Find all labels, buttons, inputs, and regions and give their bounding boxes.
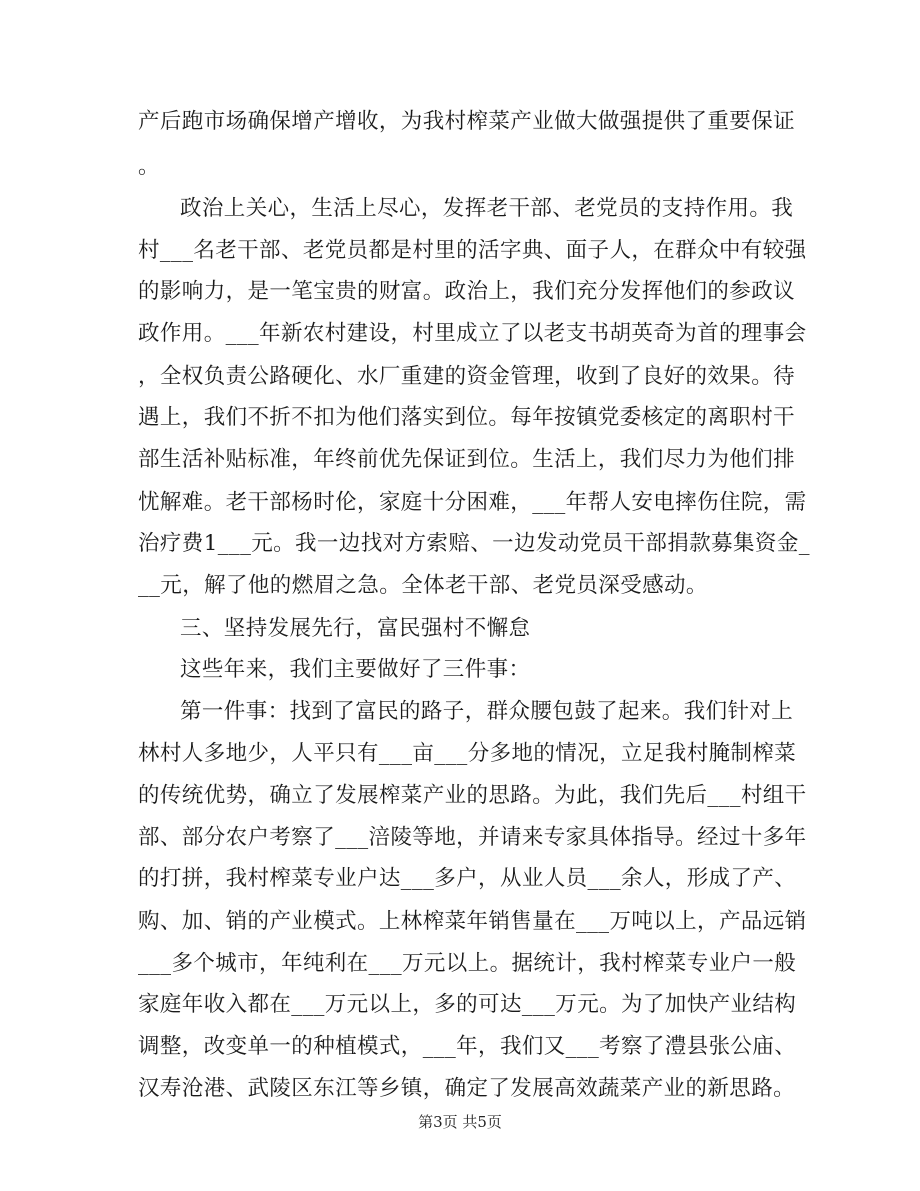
text-line: 第一件事：找到了富民的路子，群众腰包鼓了起来。我们针对上 [180, 699, 794, 724]
text-line: 。 [138, 154, 160, 179]
text-line: 家庭年收入都在___万元以上，多的可达___万元。为了加快产业结构 [138, 992, 797, 1017]
text-line: ，全权负责公路硬化、水厂重建的资金管理，收到了良好的效果。待 [138, 364, 796, 389]
text-line: 这些年来，我们主要做好了三件事： [180, 657, 531, 682]
text-line: 遇上，我们不折不扣为他们落实到位。每年按镇党委核定的离职村干 [138, 405, 796, 430]
text-line: 治疗费1___元。我一边找对方索赔、一边发动党员干部捐款募集资金_ [138, 531, 810, 556]
text-line: 村___名老干部、老党员都是村里的活字典、面子人，在群众中有较强 [138, 238, 807, 263]
text-line: 的打拼，我村榨菜专业户达___多户，从业人员___余人，形成了产、 [138, 866, 797, 891]
text-line: 调整，改变单一的种植模式，___年，我们又___考察了澧县张公庙、 [138, 1034, 797, 1059]
text-line: 汉寿沧港、武陵区东江等乡镇，确定了发展高效蔬菜产业的新思路。 [138, 1076, 796, 1101]
text-line: 的影响力，是一笔宝贵的财富。政治上，我们充分发挥他们的参政议 [138, 279, 796, 304]
text-line: 部生活补贴标准，年终前优先保证到位。生活上，我们尽力为他们排 [138, 447, 796, 472]
page-number: 第3页 共5页 [418, 1113, 502, 1131]
text-line: 政作用。___年新农村建设，村里成立了以老支书胡英奇为首的理事会 [138, 321, 807, 346]
section-heading: 三、坚持发展先行，富民强村不懈怠 [180, 616, 531, 641]
text-line: 产后跑市场确保增产增收，为我村榨菜产业做大做强提供了重要保证 [138, 109, 796, 134]
text-line: 的传统优势，确立了发展榨菜产业的思路。为此，我们先后___村组干 [138, 783, 807, 808]
text-line: __元，解了他的燃眉之急。全体老干部、老党员深受感动。 [138, 573, 708, 598]
text-line: ___多个城市，年纯利在___万元以上。据统计，我村榨菜专业户一般 [138, 951, 797, 976]
text-line: 部、部分农户考察了___涪陵等地，并请来专家具体指导。经过十多年 [138, 825, 807, 850]
text-line: 购、加、销的产业模式。上林榨菜年销售量在___万吨以上，产品远销 [138, 909, 807, 934]
text-line: 忧解难。老干部杨时伦，家庭十分困难，___年帮人安电摔伤住院，需 [138, 490, 807, 515]
text-line: 林村人多地少，人平只有___亩___分多地的情况，立足我村腌制榨菜 [138, 741, 797, 766]
text-line: 政治上关心，生活上尽心，发挥老干部、老党员的支持作用。我 [180, 196, 794, 221]
